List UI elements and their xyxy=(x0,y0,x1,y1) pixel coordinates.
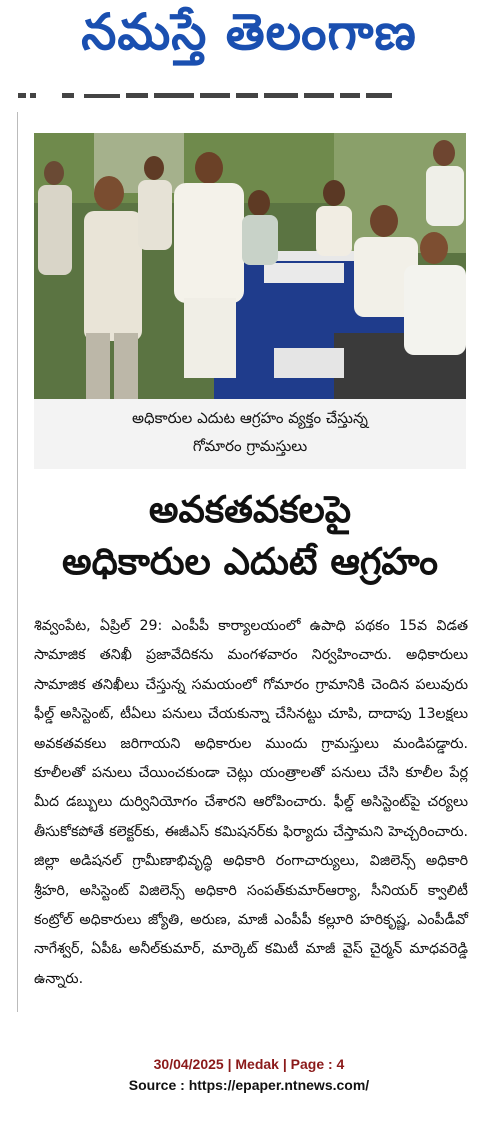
edition-info: 30/04/2025 | Medak | Page : 4 xyxy=(153,1056,345,1072)
cropped-text-glyphs xyxy=(14,90,484,106)
article-photo xyxy=(34,133,466,399)
photo-caption xyxy=(34,399,466,469)
cropped-text-strip xyxy=(14,90,484,106)
photo-caption-line-2: గోమారం గ్రామస్తులు xyxy=(192,437,308,455)
column-divider xyxy=(17,112,18,1012)
article-body: శివ్వంపేట, ఏప్రిల్ 29: ఎంపీపీ కార్యాలయంలో ఉపాధి పథకం 15వ విడత సామాజిక తనిఖీ ప్రజావేదికను మంగళవారం నిర్వహించారు. అధికారులు సామాజిక తనిఖీలు చేస్తున్న సమయంలో గోమారం గ్రామానికి చెందిన పలువురు ఫీల్డ్ అసిస్టెంట్, టీఏలు పనులు చేయకున్నా చేసినట్టు చూపి, దాదాపు 13లక్షలు అవకతవకలు జరిగాయని అధికారుల ముందు గ్రామస్తులు మండిపడ్డారు. కూలీలతో పనులు చేయించకుండా చెట్లు యంత్రాలతో పనులు చేసి కూలీల పేర్ల మీద డబ్బులు దుర్వినియోగం చేశారని ఆరోపించారు. ఫీల్డ్ అసిస్టెంట్‌పై చర్యలు తీసుకోకపోతే కలెక్టర్‌కు, ఈజీఎస్ కమిషనర్‌కు ఫిర్యాదు చేస్తామని హెచ్చరించారు. జిల్లా అడిషనల్ గ్రామీణాభివృద్ధి అధికారి రంగాచార్యులు, విజిలెన్స్ అధికారి శ్రీహరి, అసిస్టెంట్ విజిలెన్స్ అధికారి సంపత్‌కుమార్‌ఆర్యా, సీనియర్ క్వాలిటీ కంట్రోల్ అధికారులు జ్యోతి, అరుణ, మాజీ ఎంపీపీ కల్లూరి హరికృష్ణ, ఎంపీడీవో నాగేశ్వర్, ఏపీఓ అనీల్‌కుమార్, మార్కెట్ కమిటీ మాజీ వైస్ చైర్మన్ మాధవరెడ్డి ఉన్నారు. xyxy=(34,618,468,987)
newspaper-masthead xyxy=(0,0,498,76)
source-info: Source : https://epaper.ntnews.com/ xyxy=(128,1077,370,1093)
article-headline xyxy=(34,484,466,588)
masthead-title: నమస్తే తెలంగాణ xyxy=(81,2,417,61)
clipping-footer xyxy=(0,1054,498,1096)
photo-caption-line-1: అధికారుల ఎదుట ఆగ్రహం వ్యక్తం చేస్తున్న xyxy=(132,409,368,427)
photo-illustration xyxy=(34,133,466,399)
headline-line-1: అవకతవకలపై xyxy=(148,488,352,531)
headline-line-2: అధికారుల ఎదుటే ఆగ్రహం xyxy=(61,540,438,583)
